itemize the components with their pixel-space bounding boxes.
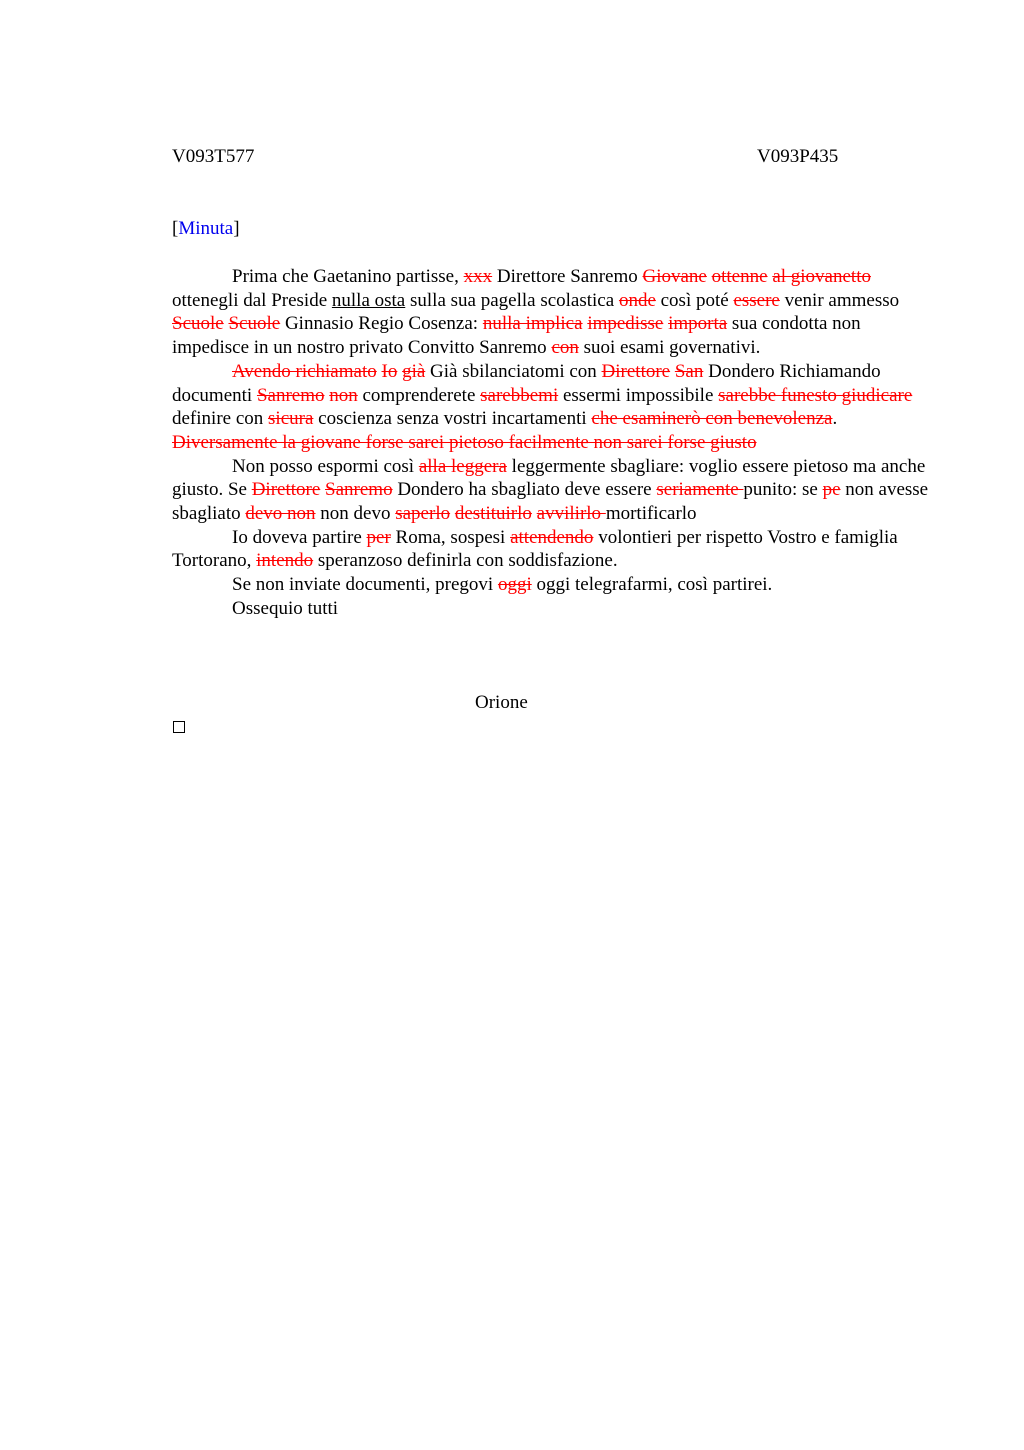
text-segment: sulla sua pagella scolastica [405,289,619,311]
paragraph [172,526,932,573]
deleted-text: Sanremo [325,479,393,501]
deleted-text: Scuole [228,313,281,335]
paragraph [172,265,932,360]
paragraph [172,597,932,621]
deleted-text: attendendo [510,526,594,548]
letter-body [172,265,932,621]
text-segment: definire con [172,408,269,430]
deleted-text: con [551,337,579,359]
paragraph [172,455,932,526]
text-segment: Ginnasio Regio Cosenza: [280,313,483,335]
text-segment: sua condotta non impedisce in un nostro privato Convitto Sanremo [172,313,861,359]
text-segment: volontieri per rispetto Vostro e famiglia Tortorano, [172,526,898,572]
deleted-text: Diversamente la giovane forse sarei pietoso facilmente non sarei forse giusto [172,431,757,453]
text-segment: ottenegli dal Preside [172,289,332,311]
deleted-text: che esaminerò con benevolenza [591,408,833,430]
deleted-text: ottenne [711,266,768,287]
text-segment: Dondero ha sbagliato deve essere [392,479,657,501]
deleted-text: Giovane [642,266,707,287]
text-segment: essermi impossibile [558,384,719,406]
text-segment: suoi esami governativi. [578,337,761,359]
text-segment: Già sbilanciatomi con [425,360,602,382]
deleted-text: onde [618,289,656,311]
label-close-bracket: ] [233,218,240,239]
underlined-text: nulla osta [331,289,406,311]
text-segment: venir ammesso [779,289,900,311]
deleted-text: Sanremo [256,384,325,406]
deleted-text: oggi [497,574,532,596]
deleted-text: sarebbemi [480,384,559,406]
deleted-text: alla leggera [418,455,507,477]
text-segment: Ossequio tutti [232,597,339,619]
text-segment: Dondero Richiamando documenti [172,360,881,406]
deleted-text: importa [668,313,728,335]
deleted-text: nulla implica [482,313,583,335]
deleted-text: già [402,360,426,382]
deleted-text: San [674,360,704,382]
deleted-text: al giovanetto [772,266,871,287]
label-text: Minuta [178,218,234,239]
text-segment: leggermente sbagliare: voglio essere pietoso ma anche giusto. Se [172,455,926,501]
text-segment: non avesse sbagliato [172,479,929,525]
text-segment: Prima che Gaetanino partisse, [232,266,464,287]
deleted-text: Scuole [172,313,224,335]
text-segment: Se non inviate documenti, pregovi [232,574,498,596]
deleted-text: essere [733,289,780,311]
deleted-text: impedisse [587,313,664,335]
deleted-text: xxx [463,266,493,287]
deleted-text: per [366,526,391,548]
minuta-label [172,218,240,240]
deleted-text: sarebbe funesto giudicare [718,384,913,406]
deleted-text: seriamente [656,479,744,501]
deleted-text: destituirlo [454,503,532,525]
text-segment: oggi telegrafarmi, così partirei. [531,574,773,596]
text-segment: punito: se [743,479,823,501]
document-code-right: V093P435 [757,146,839,167]
deleted-text: saperlo [395,503,451,525]
paragraph [172,573,932,597]
deleted-text: non [329,384,358,406]
text-segment: Direttore Sanremo [492,266,643,287]
document-code-left: V093T577 [172,146,255,167]
text-segment: coscienza senza vostri incartamenti [313,408,592,430]
text-segment: comprenderete [357,384,481,406]
label-open-bracket: [ [172,218,179,239]
text-segment: speranzoso definirla con soddisfazione. [313,550,618,572]
deleted-text: avvilirlo [536,503,606,525]
deleted-text: sicura [268,408,314,430]
deleted-text: Direttore [601,360,671,382]
paragraph [172,360,932,455]
deleted-text: devo non [245,503,316,525]
text-segment: Io doveva partire [232,526,367,548]
checkbox-icon [173,721,185,733]
deleted-text: intendo [256,550,314,572]
deleted-text: Avendo richiamato [232,360,377,382]
deleted-text: Direttore [251,479,321,501]
text-segment: mortificarlo [605,503,697,525]
signature: Orione [475,692,528,713]
deleted-text: Io [381,360,398,382]
text-segment: . [832,408,838,430]
text-segment: non devo [315,503,396,525]
deleted-text: pe [822,479,841,501]
text-segment: Non posso espormi così [232,455,419,477]
text-segment: Roma, sospesi [390,526,511,548]
text-segment: così poté [655,289,734,311]
